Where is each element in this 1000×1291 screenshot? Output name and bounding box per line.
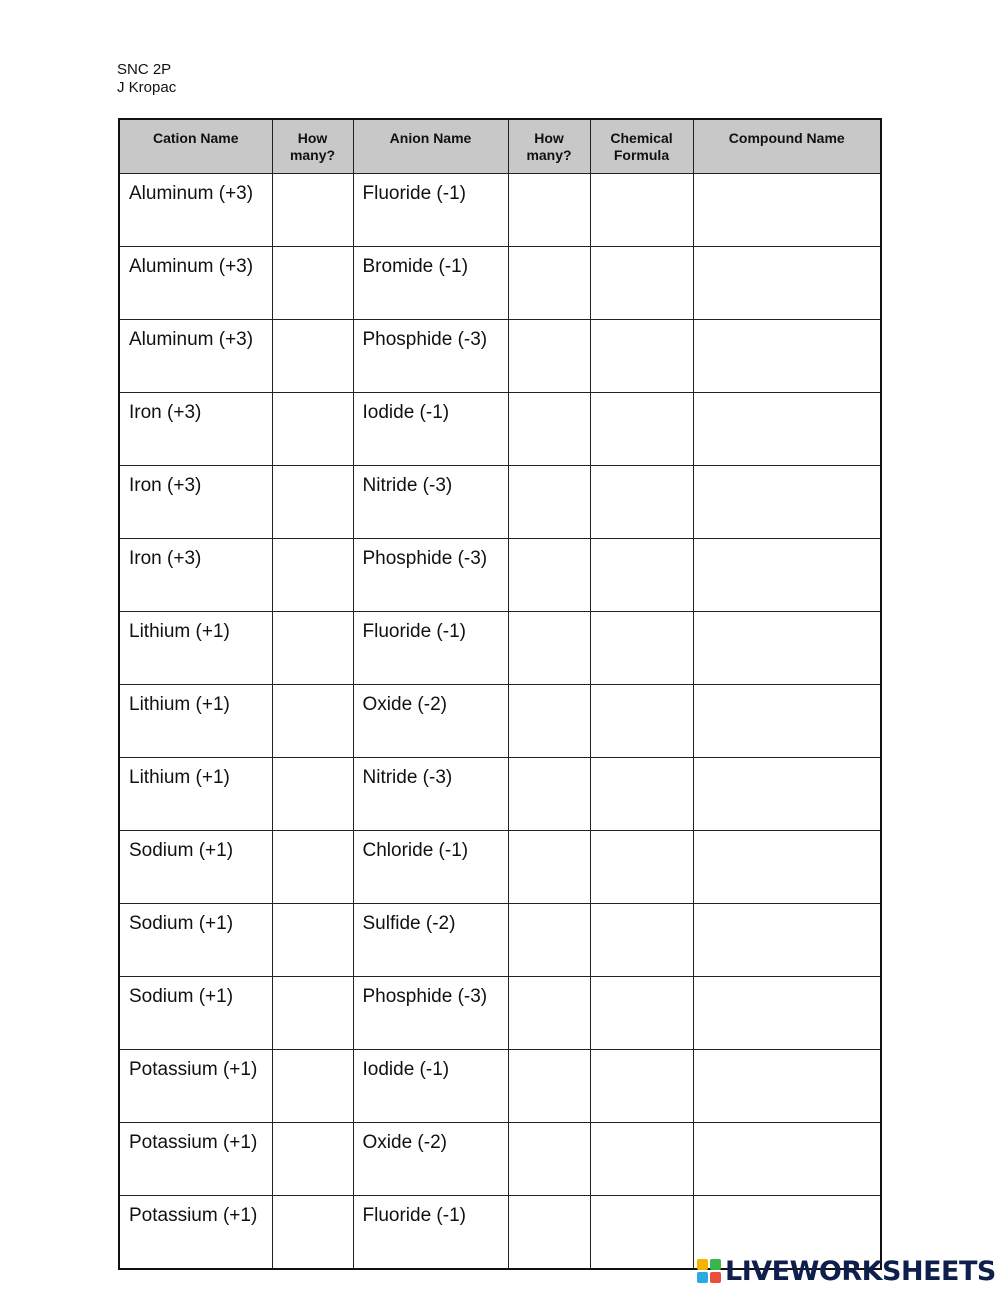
- compound-name-answer-cell[interactable]: [693, 1123, 881, 1196]
- chemical-formula-answer-cell[interactable]: [590, 977, 693, 1050]
- column-header-cation-name: Cation Name: [119, 119, 272, 174]
- anion-name-cell: Phosphide (-3): [353, 977, 508, 1050]
- chemical-formula-answer-cell[interactable]: [590, 831, 693, 904]
- cation-name-cell: Aluminum (+3): [119, 247, 272, 320]
- logo-square-3: [697, 1272, 708, 1283]
- column-header-chemical-formula: Chemical Formula: [590, 119, 693, 174]
- chemical-formula-answer-cell[interactable]: [590, 174, 693, 247]
- anion-count-answer-cell[interactable]: [508, 1050, 590, 1123]
- cation-count-answer-cell[interactable]: [272, 685, 353, 758]
- anion-count-answer-cell[interactable]: [508, 612, 590, 685]
- cation-name-cell: Potassium (+1): [119, 1123, 272, 1196]
- cation-name-cell: Potassium (+1): [119, 1050, 272, 1123]
- table-row: [119, 393, 881, 466]
- cation-name-cell: Iron (+3): [119, 393, 272, 466]
- table-row: [119, 831, 881, 904]
- chemical-formula-answer-cell[interactable]: [590, 1050, 693, 1123]
- table-row: [119, 685, 881, 758]
- compound-name-answer-cell[interactable]: [693, 904, 881, 977]
- cation-count-answer-cell[interactable]: [272, 247, 353, 320]
- anion-name-cell: Bromide (-1): [353, 247, 508, 320]
- anion-count-answer-cell[interactable]: [508, 758, 590, 831]
- compound-name-answer-cell[interactable]: [693, 758, 881, 831]
- cation-count-answer-cell[interactable]: [272, 904, 353, 977]
- anion-name-cell: Fluoride (-1): [353, 1196, 508, 1270]
- chemical-formula-answer-cell[interactable]: [590, 393, 693, 466]
- table-row: [119, 247, 881, 320]
- compound-name-answer-cell[interactable]: [693, 612, 881, 685]
- table-row: [119, 1050, 881, 1123]
- compound-name-answer-cell[interactable]: [693, 977, 881, 1050]
- anion-name-cell: Phosphide (-3): [353, 539, 508, 612]
- chemical-formula-answer-cell[interactable]: [590, 758, 693, 831]
- logo-square-2: [710, 1259, 721, 1270]
- cation-name-cell: Potassium (+1): [119, 1196, 272, 1270]
- cation-count-answer-cell[interactable]: [272, 977, 353, 1050]
- chemical-formula-answer-cell[interactable]: [590, 320, 693, 393]
- anion-name-cell: Oxide (-2): [353, 1123, 508, 1196]
- table-body: [119, 174, 881, 1270]
- cation-name-cell: Sodium (+1): [119, 977, 272, 1050]
- chemical-formula-answer-cell[interactable]: [590, 539, 693, 612]
- anion-name-cell: Fluoride (-1): [353, 174, 508, 247]
- anion-count-answer-cell[interactable]: [508, 320, 590, 393]
- anion-name-cell: Phosphide (-3): [353, 320, 508, 393]
- cation-count-answer-cell[interactable]: [272, 1050, 353, 1123]
- cation-count-answer-cell[interactable]: [272, 1196, 353, 1270]
- table-row: [119, 539, 881, 612]
- cation-count-answer-cell[interactable]: [272, 320, 353, 393]
- table-row: [119, 612, 881, 685]
- cation-name-cell: Aluminum (+3): [119, 174, 272, 247]
- compound-name-answer-cell[interactable]: [693, 393, 881, 466]
- compound-name-answer-cell[interactable]: [693, 174, 881, 247]
- column-header-anion-name: Anion Name: [353, 119, 508, 174]
- anion-count-answer-cell[interactable]: [508, 1196, 590, 1270]
- compound-name-answer-cell[interactable]: [693, 539, 881, 612]
- document-header: [117, 61, 176, 97]
- cation-count-answer-cell[interactable]: [272, 466, 353, 539]
- cation-name-cell: Iron (+3): [119, 539, 272, 612]
- anion-count-answer-cell[interactable]: [508, 539, 590, 612]
- column-header-anion-count: How many?: [508, 119, 590, 174]
- table-header-row: [119, 119, 881, 174]
- cation-name-cell: Aluminum (+3): [119, 320, 272, 393]
- cation-count-answer-cell[interactable]: [272, 393, 353, 466]
- logo-square-1: [697, 1259, 708, 1270]
- table-row: [119, 320, 881, 393]
- cation-name-cell: Sodium (+1): [119, 904, 272, 977]
- author-name: J Kropac: [117, 79, 177, 96]
- cation-count-answer-cell[interactable]: [272, 539, 353, 612]
- column-header-compound-name: Compound Name: [693, 119, 881, 174]
- compound-name-answer-cell[interactable]: [693, 466, 881, 539]
- anion-name-cell: Fluoride (-1): [353, 612, 508, 685]
- table-row: [119, 977, 881, 1050]
- chemical-formula-answer-cell[interactable]: [590, 466, 693, 539]
- compound-name-answer-cell[interactable]: [693, 1050, 881, 1123]
- cation-count-answer-cell[interactable]: [272, 612, 353, 685]
- anion-count-answer-cell[interactable]: [508, 977, 590, 1050]
- cation-name-cell: Iron (+3): [119, 466, 272, 539]
- anion-name-cell: Nitride (-3): [353, 466, 508, 539]
- anion-count-answer-cell[interactable]: [508, 1123, 590, 1196]
- compound-name-answer-cell[interactable]: [693, 685, 881, 758]
- cation-count-answer-cell[interactable]: [272, 174, 353, 247]
- anion-count-answer-cell[interactable]: [508, 466, 590, 539]
- course-code: SNC 2P: [117, 61, 172, 78]
- anion-count-answer-cell[interactable]: [508, 685, 590, 758]
- anion-name-cell: Chloride (-1): [353, 831, 508, 904]
- cation-name-cell: Sodium (+1): [119, 831, 272, 904]
- cation-name-cell: Lithium (+1): [119, 612, 272, 685]
- anion-count-answer-cell[interactable]: [508, 174, 590, 247]
- liveworksheets-logo: [697, 1256, 996, 1286]
- chemical-formula-answer-cell[interactable]: [590, 1123, 693, 1196]
- anion-count-answer-cell[interactable]: [508, 247, 590, 320]
- table-row: [119, 1123, 881, 1196]
- chemical-formula-answer-cell[interactable]: [590, 904, 693, 977]
- cation-name-cell: Lithium (+1): [119, 758, 272, 831]
- logo-square-4: [710, 1272, 721, 1283]
- table-row: [119, 174, 881, 247]
- anion-name-cell: Oxide (-2): [353, 685, 508, 758]
- anion-count-answer-cell[interactable]: [508, 904, 590, 977]
- anion-name-cell: Iodide (-1): [353, 1050, 508, 1123]
- chemical-formula-answer-cell[interactable]: [590, 612, 693, 685]
- column-header-cation-count: How many?: [272, 119, 353, 174]
- table-row: [119, 904, 881, 977]
- anion-name-cell: Iodide (-1): [353, 393, 508, 466]
- compound-name-answer-cell[interactable]: [693, 247, 881, 320]
- compound-name-answer-cell[interactable]: [693, 831, 881, 904]
- anion-count-answer-cell[interactable]: [508, 393, 590, 466]
- compound-name-answer-cell[interactable]: [693, 320, 881, 393]
- table-row: [119, 758, 881, 831]
- cation-count-answer-cell[interactable]: [272, 758, 353, 831]
- logo-mark-icon: [697, 1259, 721, 1283]
- anion-name-cell: Sulfide (-2): [353, 904, 508, 977]
- anion-count-answer-cell[interactable]: [508, 831, 590, 904]
- cation-name-cell: Lithium (+1): [119, 685, 272, 758]
- cation-count-answer-cell[interactable]: [272, 1123, 353, 1196]
- cation-count-answer-cell[interactable]: [272, 831, 353, 904]
- worksheet-table: [118, 118, 882, 1270]
- anion-name-cell: Nitride (-3): [353, 758, 508, 831]
- table-row: [119, 466, 881, 539]
- chemical-formula-answer-cell[interactable]: [590, 1196, 693, 1270]
- chemical-formula-answer-cell[interactable]: [590, 247, 693, 320]
- chemical-formula-answer-cell[interactable]: [590, 685, 693, 758]
- brand-name: LIVEWORKSHEETS: [725, 1255, 996, 1287]
